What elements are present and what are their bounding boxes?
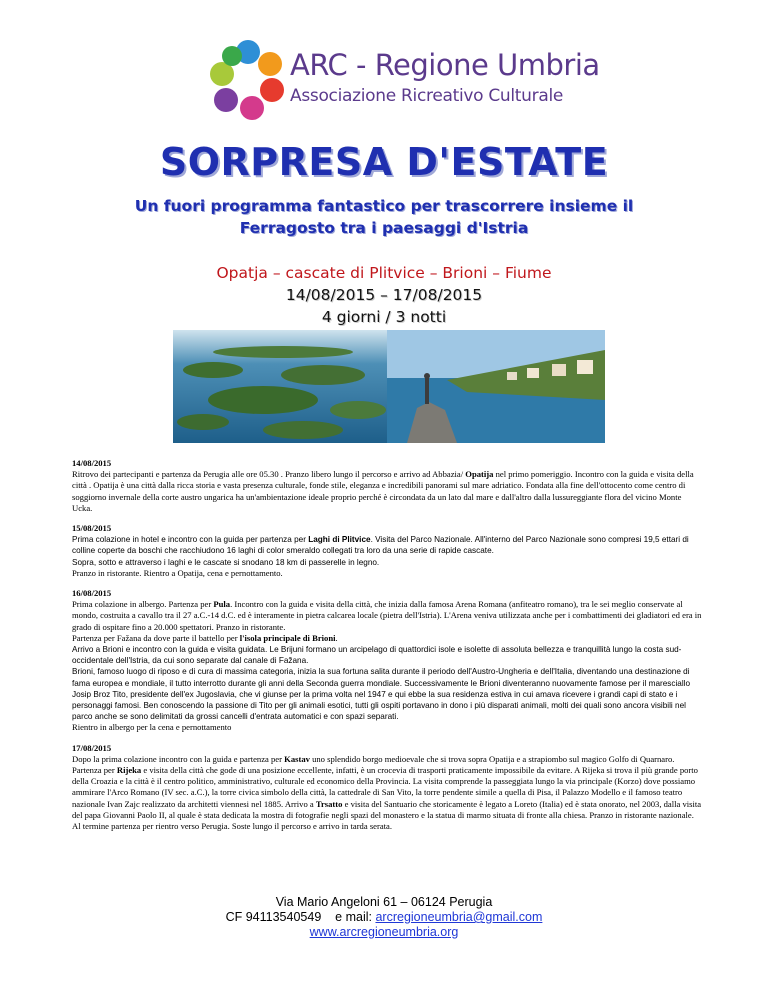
- day-description: Dopo la prima colazione incontro con la guida e partenza per Kastav uno splendido borgo medioevale che si trova sopra Opatija e a strapiombo sul magico Golfo di Quarnaro. Partenza per Rijeka e visita della città che gode di una posizione eccellente, infatti, è un crocevia di trasporti praticamente impossibile da evitare. A Rijeka si trova il più grande porto della Croazia e la città è il centro politico, amministrativo, culturale ed economico della Provincia. La visita comprende la passeggiata lungo la via principale (Korzo) dove possiamo ammirare l'Arco Romano (IV sec. a.C.), la torre civica simbolo della città, la cattedrale di San Vito, la torre pendente simile a quella di Pisa, il Palazzo Modello e il famoso teatro nazionale Ivan Zajc realizzato da architetti viennesi nel 1885. Arrivo a Trsatto e visita del Santuario che storicamente è legato a Loreto (Italia) ed è stata onorato, nel 2003, dalla visita del papa Giovanni Paolo II, al quale è stata dedicata la mostra di fotografie negli spazi del monastero e la statua di marmo situata di fronte alla chiesa. Pranzo in ristorante nazionale. Al termine partenza per rientro verso Perugia. Soste lungo il percorso e arrivo in tarda serata.: [72, 753, 702, 832]
- footer-cf: CF 94113540549 e mail:: [225, 910, 376, 924]
- day-description: Rientro in albergo per la cena e pernottamento: [72, 722, 232, 733]
- islands-photo: [173, 330, 387, 443]
- day-date: 17/08/2015: [72, 742, 112, 753]
- route: Opatja – cascate di Plitvice – Brioni – Fiume: [216, 264, 552, 282]
- day-date: 14/08/2015: [72, 458, 112, 468]
- itinerary: [72, 458, 702, 841]
- dates: 14/08/2015 – 17/08/2015: [285, 286, 483, 304]
- day-description: Prima colazione in albergo. Partenza per Pula. Incontro con la guida e visita della città, che inizia dalla famosa Arena Romana (anfiteatro romano), tra le sei meglio conservate al mondo, costruita a cavallo tra il 27 a.C.-14 d.C. ed è interamente in pietra calcarea locale (pietra dell'Istria). L'Arena veniva utilizzata anche per i combattimenti dei gladiatori ed era in grado di ospitare fino a 20.000 spettatori. Pranzo in ristorante.: [72, 599, 702, 632]
- email-link[interactable]: arcregioneumbria@gmail.com: [375, 910, 543, 924]
- trip-summary: [0, 262, 768, 328]
- day-description: Pranzo in ristorante. Rientro a Opatija, cena e pernottamento.: [72, 567, 283, 578]
- day-2: [72, 523, 702, 579]
- day-date: 15/08/2015: [72, 523, 112, 534]
- day-date: 16/08/2015: [72, 588, 112, 599]
- day-1: [72, 458, 702, 514]
- day-description: Sopra, sotto e attraverso i laghi e le cascate si snodano 18 km di passerelle in legno.: [72, 557, 380, 567]
- org-subtitle: Associazione Ricreativo Culturale: [290, 86, 564, 106]
- footer-contact: [0, 910, 768, 925]
- day-description: Prima colazione in hotel e incontro con la guida per partenza per Laghi di Plitvice. Visita del Parco Nazionale. All'interno del Parco Nazionale sono compresi 19,5 ettari di colline coperte da boschi che racchiudono 16 laghi di color smeraldo collegati tra loro da una serie di rapide cascate.: [72, 535, 689, 556]
- day-description: Brioni, famoso luogo di riposo e di cura di massima categoria, inizia la sua fortuna salita durante il periodo dell'Austro-Ungheria e dell'Italia, diventando una destinazione di fama europea e mondiale, il tutto interrotto durante gli anni della Seconda guerra mondiale. Successivamente le Brioni diventeranno nuovamente famose per il maresciallo Josip Broz Tito, presidente dell'ex Jugoslavia, che vi giunse per la prima volta nel 1947 e qui ebbe la sua residenza estiva in cui amava ricevere i grandi capi di stato e i personaggi famosi. Ben conoscendo la passione di Tito per gli animali esotici, tutti gli ospiti portavano in dono i più disparati animali, molti dei quali sono ancora visibili nel parco anche se sono delimitati da grossi cancelli d'entrata automatici e con spazi separati.: [72, 667, 691, 722]
- day-description: Arrivo a Brioni e incontro con la guida e visita guidata. Le Brijuni formano un arcipelago di quattordici isole e isolette di assoluta bellezza e tranquillità lungo la costa sud-occidentale dell'Istria, da cui sono separate dal canale di Fažana.: [72, 645, 682, 666]
- flower-logo-icon: [208, 38, 288, 124]
- website-link[interactable]: www.arcregioneumbria.org: [309, 925, 459, 939]
- subtitle: [0, 195, 768, 239]
- day-4: [72, 743, 702, 833]
- day-description: Ritrovo dei partecipanti e partenza da Perugia alle ore 05.30 . Pranzo libero lungo il percorso e arrivo ad Abbazia/ Opatija nel primo pomeriggio. Incontro con la guida e visita della città . Opatija è una città dalla ricca storia e vasta presenza culturale, fonde stile, eleganza e incredibili panorami sul mare adriatico. Fondata alla fine dell'ottocento come centro di soggiorno invernale della corte austro ungarica ha un'ambientazione ideale proprio perché è circondata da un lato dal mare e dall'altro dalla lussureggiante flora del vicino Monte Ucka.: [72, 469, 694, 513]
- logo: [208, 38, 600, 124]
- subtitle-line-2: Ferragosto tra i paesaggi d'Istria: [239, 219, 529, 237]
- day-description: Partenza per Fažana da dove parte il battello per l'isola principale di Brioni.: [72, 632, 338, 643]
- page-title: SORPRESA D'ESTATE: [159, 140, 609, 184]
- footer-address: Via Mario Angeloni 61 – 06124 Perugia: [275, 895, 493, 909]
- coast-photo: [387, 330, 605, 443]
- subtitle-line-1: Un fuori programma fantastico per trascorrere insieme il: [134, 197, 634, 215]
- footer: [0, 895, 768, 940]
- duration: 4 giorni / 3 notti: [321, 308, 447, 326]
- day-3: [72, 588, 702, 734]
- org-name: ARC - Regione Umbria: [290, 48, 600, 82]
